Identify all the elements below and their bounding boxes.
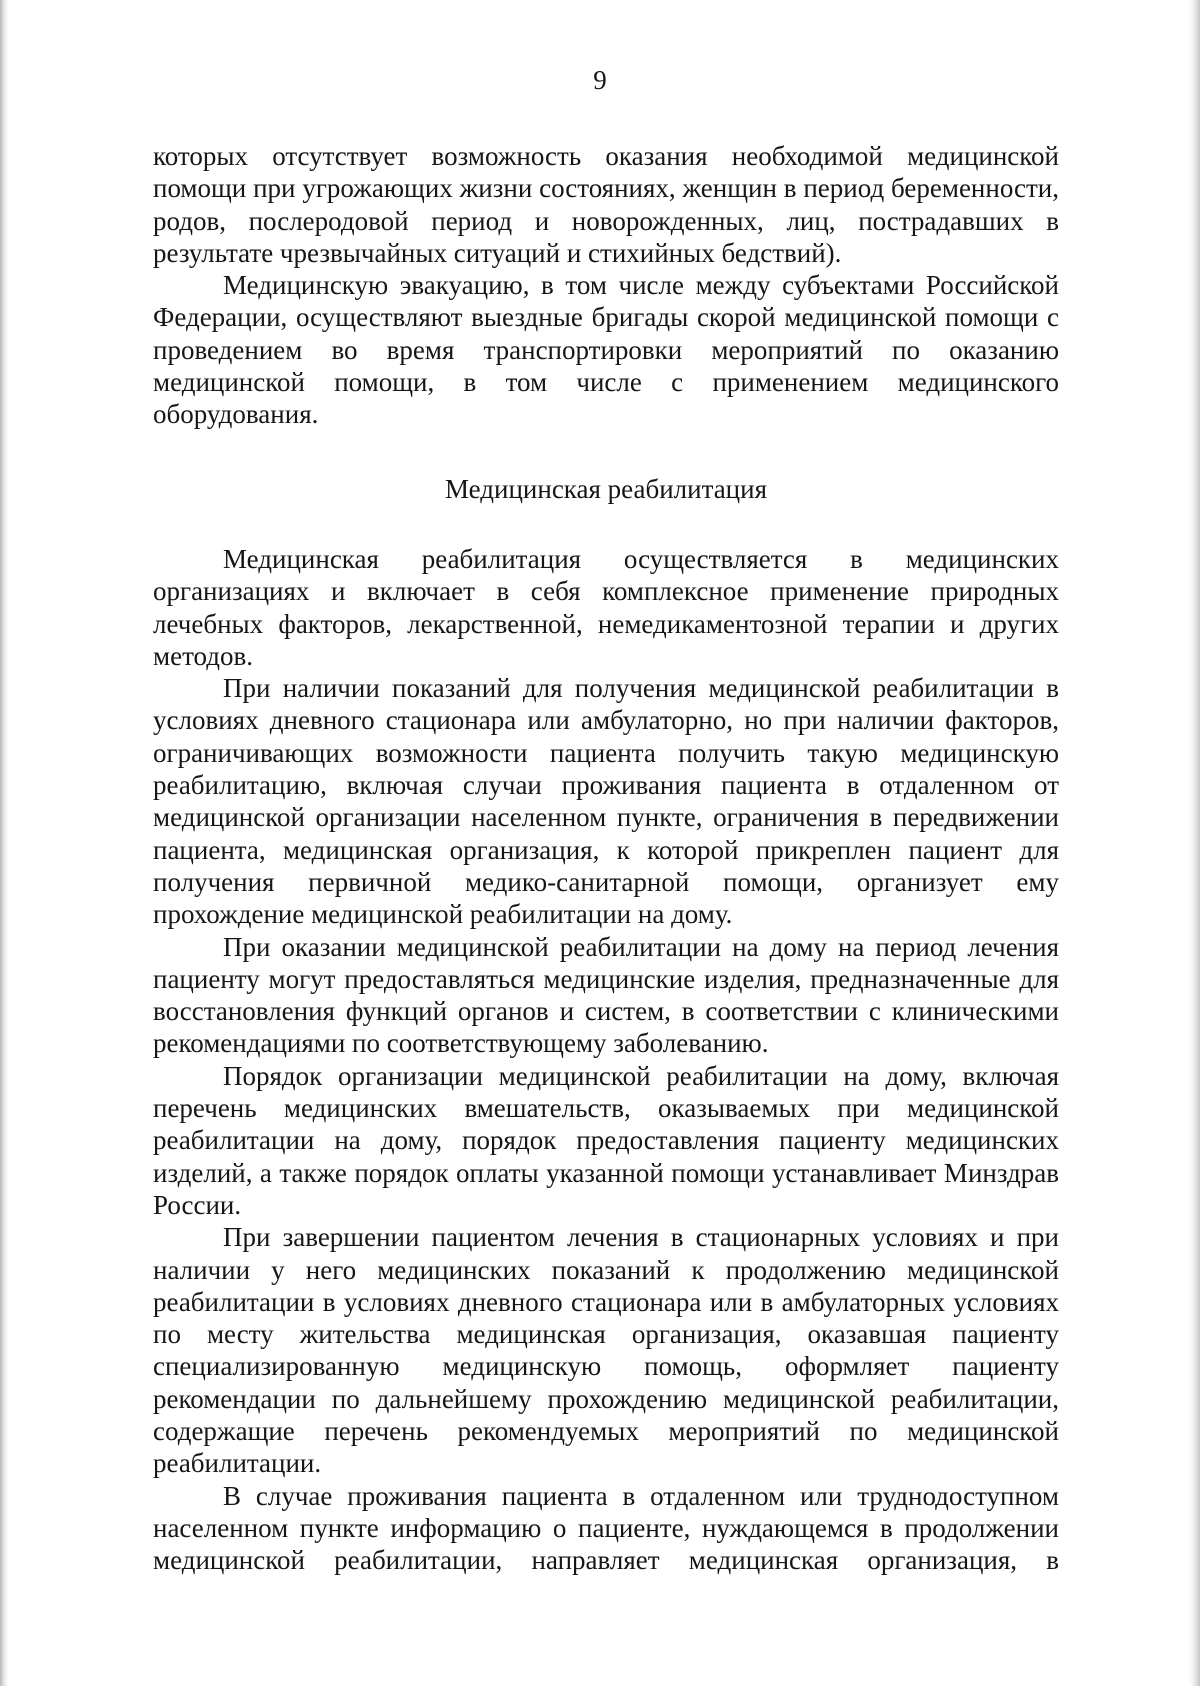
body-paragraph: При оказании медицинской реабилитации на дому на период лечения пациенту могут предоставляться медицинские изделия, предназначенные для восстановления функций органов и систем, в соответствии с клиническими рекомендациями по соответствующему заболеванию. [153,931,1059,1059]
section-heading: Медицинская реабилитация [445,473,767,504]
page-number: 9 [593,65,607,95]
evacuation-paragraph: Медицинскую эвакуацию, в том числе между субъектами Российской Федерации, осуществляют выездные бригады скорой медицинской помощи с проведением во время транспортировки мероприятий по оказанию медицинской помощи, в том числе с применением медицинского оборудования. [153,270,1059,430]
scan-edge-left [0,0,9,1686]
continuation-paragraph: которых отсутствует возможность оказания необходимой медицинской помощи при угрожающих жизни состояниях, женщин в период беременности, родов, послеродовой период и новорожденных, лиц, пострадавших в результате чрезвычайных ситуаций и стихийных бедствий). [153,141,1059,268]
scan-edge-right [1188,0,1200,1686]
body-paragraph: При завершении пациентом лечения в стационарных условиях и при наличии у него медицинских показаний к продолжению медицинской реабилитации в условиях дневного стационара или в амбулаторных условиях по месту жительства медицинская организация, оказавшая пациенту специализированную медицинскую помощь, оформляет пациенту рекомендации по дальнейшему прохождению медицинской реабилитации, содержащие перечень рекомендуемых мероприятий по медицинской реабилитации. [153,1222,1059,1479]
body-paragraph: В случае проживания пациента в отдаленном или труднодоступном населенном пункте информацию о пациенте, нуждающемся в продолжении медицинской реабилитации, направляет медицинская организация, в [153,1480,1059,1576]
document-body [153,140,1059,1576]
body-paragraph: При наличии показаний для получения медицинской реабилитации в условиях дневного стационара или амбулаторно, но при наличии факторов, ограничивающих возможности пациента получить такую медицинскую реабилитацию, включая случаи проживания пациента в отдаленном от медицинской организации населенном пункте, ограничения в передвижении пациента, медицинская организация, к которой прикреплен пациент для получения первичной медико-санитарной помощи, организует ему прохождение медицинской реабилитации на дому. [153,673,1059,930]
body-paragraph: Порядок организации медицинской реабилитации на дому, включая перечень медицинских вмешательств, оказываемых при медицинской реабилитации на дому, порядок предоставления пациенту медицинских изделий, а также порядок оплаты указанной помощи устанавливает Минздрав России. [153,1060,1059,1220]
body-paragraph: Медицинская реабилитация осуществляется в медицинских организациях и включает в себя комплексное применение природных лечебных факторов, лекарственной, немедикаментозной терапии и других методов. [153,543,1059,671]
